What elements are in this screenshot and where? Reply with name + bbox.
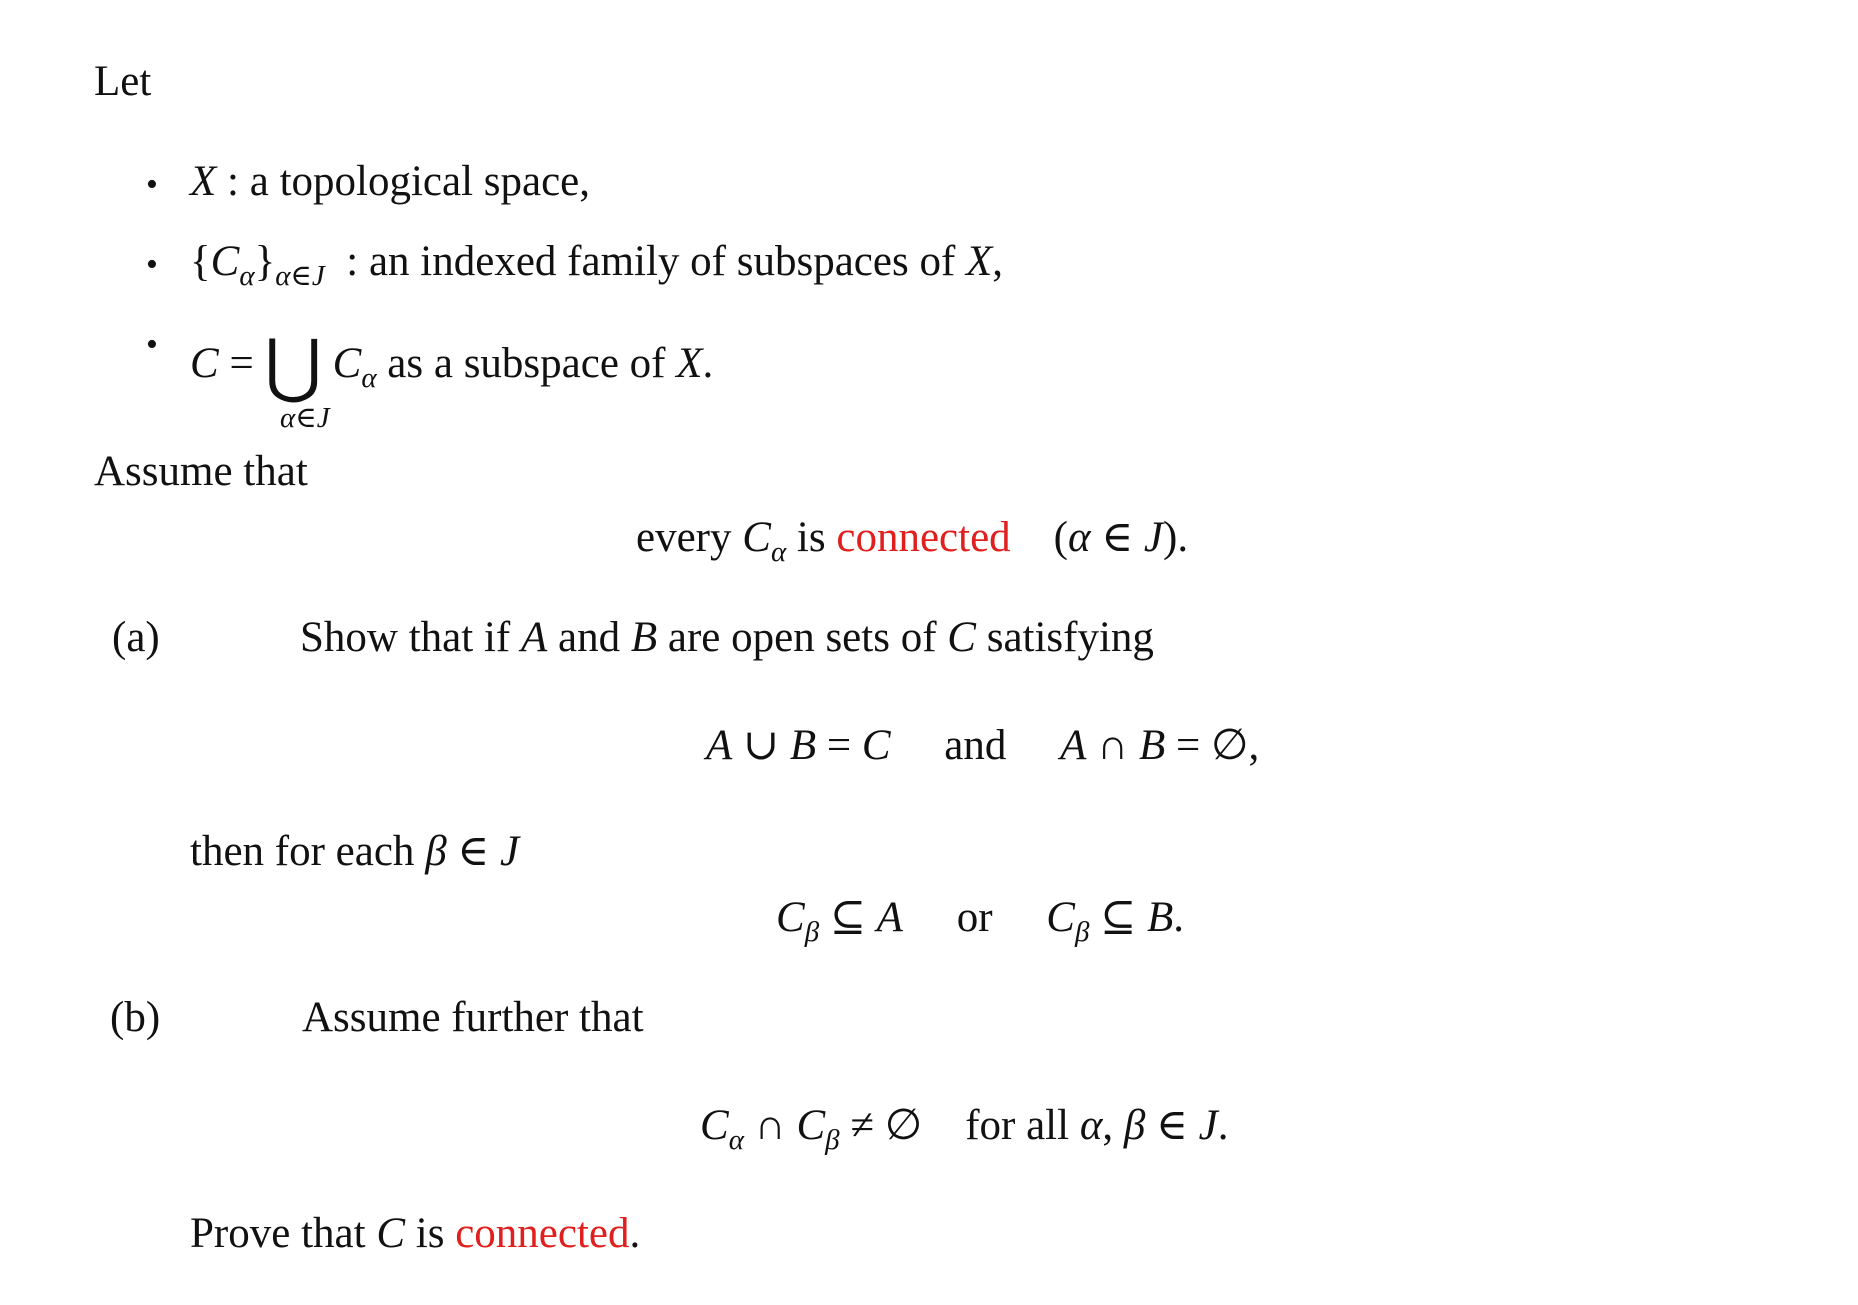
- highlighted-term: connected: [455, 1210, 630, 1257]
- item-x: [190, 160, 590, 203]
- text-segment: = ∅,: [1165, 722, 1260, 769]
- assumption-connected: [636, 514, 1189, 568]
- part-b-condition: [700, 1102, 1229, 1156]
- math-symbol: X: [966, 238, 993, 285]
- text-segment: ⊆: [819, 894, 877, 941]
- text-segment: Assume further that: [302, 994, 644, 1041]
- text-segment: (: [1010, 514, 1068, 561]
- text-segment: for all: [922, 1102, 1080, 1149]
- math-symbol: β: [825, 1124, 840, 1156]
- text-segment: ≠ ∅: [839, 1102, 923, 1149]
- highlighted-term: connected: [836, 514, 1011, 561]
- text-segment: then for each: [190, 828, 426, 875]
- text-segment: .: [1173, 894, 1184, 941]
- math-symbol: ⋃: [264, 328, 322, 405]
- text-segment: ∈: [1090, 514, 1144, 561]
- text-segment: as a subspace of: [376, 340, 677, 387]
- item-union: [190, 320, 714, 405]
- text-segment: ∈: [1145, 1102, 1199, 1149]
- text-segment: Show that if: [300, 614, 521, 661]
- text-segment: or: [902, 894, 1047, 941]
- math-symbol: B: [1138, 722, 1166, 769]
- math-symbol: A: [876, 894, 903, 941]
- math-symbol: C: [376, 1210, 405, 1257]
- math-symbol: β: [1123, 1102, 1146, 1149]
- text-segment: every: [636, 514, 743, 561]
- text-segment: ∪: [732, 722, 790, 769]
- part-b-prove: [190, 1212, 640, 1255]
- math-symbol: A: [706, 722, 733, 769]
- part-a-text: [300, 616, 1154, 659]
- text-segment: {: [190, 238, 211, 285]
- text-segment: ⊆: [1089, 894, 1147, 941]
- part-a-condition: [706, 724, 1259, 767]
- text-segment: (b): [110, 994, 161, 1041]
- text-segment: : an indexed family of subspaces of: [324, 238, 967, 285]
- part-a-label: [112, 616, 160, 659]
- text-segment: is: [405, 1210, 456, 1257]
- math-symbol: C: [776, 894, 805, 941]
- math-symbol: J: [499, 828, 520, 875]
- text-segment: (a): [112, 614, 160, 661]
- math-symbol: B: [630, 614, 658, 661]
- math-symbol: α∈J: [280, 402, 330, 434]
- text-segment: and: [890, 722, 1061, 769]
- math-symbol: α: [361, 362, 377, 394]
- math-symbol: C: [796, 1102, 826, 1149]
- math-symbol: J: [1143, 514, 1163, 561]
- text-segment: .: [1217, 1102, 1229, 1149]
- math-symbol: α: [1079, 1102, 1103, 1149]
- math-symbol: α: [1067, 514, 1091, 561]
- math-symbol: α: [728, 1124, 744, 1156]
- text-segment: }: [254, 238, 276, 285]
- text-segment: .: [702, 340, 714, 387]
- text-segment: =: [218, 340, 265, 387]
- part-b-label: [110, 996, 160, 1039]
- let-intro: [94, 60, 151, 103]
- text-segment: and: [547, 614, 631, 661]
- union-index: [280, 382, 330, 434]
- text-segment: ,: [992, 238, 1004, 285]
- part-a-then: [190, 830, 519, 873]
- math-symbol: B: [1146, 894, 1174, 941]
- text-segment: [322, 340, 333, 387]
- bullet-1: •: [146, 166, 158, 203]
- math-symbol: β: [425, 828, 447, 875]
- text-segment: =: [816, 722, 862, 769]
- text-segment: ∈: [446, 828, 500, 875]
- math-symbol: C: [947, 614, 976, 661]
- bullet-3: •: [146, 326, 158, 363]
- math-symbol: C: [190, 340, 219, 387]
- text-segment: .: [629, 1210, 641, 1257]
- math-symbol: α: [239, 260, 255, 292]
- math-symbol: β: [804, 916, 820, 948]
- text-segment: ,: [1102, 1102, 1124, 1149]
- text-segment: Let: [94, 58, 152, 105]
- text-segment: ∩: [743, 1102, 797, 1149]
- math-symbol: A: [1060, 722, 1087, 769]
- math-symbol: α∈J: [275, 260, 325, 292]
- text-segment: Prove that: [190, 1210, 377, 1257]
- text-segment: Assume that: [94, 448, 308, 495]
- math-symbol: B: [789, 722, 817, 769]
- assume-that: [94, 450, 308, 493]
- math-symbol: X: [676, 340, 703, 387]
- text-segment: ).: [1163, 514, 1189, 561]
- math-symbol: X: [190, 158, 217, 205]
- text-segment: : a topological space,: [216, 158, 591, 205]
- text-segment: ∩: [1086, 722, 1139, 769]
- math-symbol: β: [1074, 916, 1090, 948]
- math-symbol: C: [210, 238, 240, 285]
- math-symbol: J: [1198, 1102, 1218, 1149]
- text-segment: are open sets of: [657, 614, 948, 661]
- math-symbol: C: [700, 1102, 729, 1149]
- math-symbol: α: [770, 536, 787, 568]
- part-a-conclusion: [776, 894, 1184, 948]
- part-b-text: [302, 996, 644, 1039]
- math-symbol: C: [861, 722, 891, 769]
- math-symbol: C: [742, 514, 771, 561]
- math-symbol: A: [520, 614, 548, 661]
- item-family: [190, 238, 1004, 292]
- text-segment: satisfying: [975, 614, 1154, 661]
- math-symbol: C: [1046, 894, 1075, 941]
- bullet-2: •: [146, 246, 158, 283]
- text-segment: is: [786, 514, 837, 561]
- math-symbol: C: [332, 340, 362, 387]
